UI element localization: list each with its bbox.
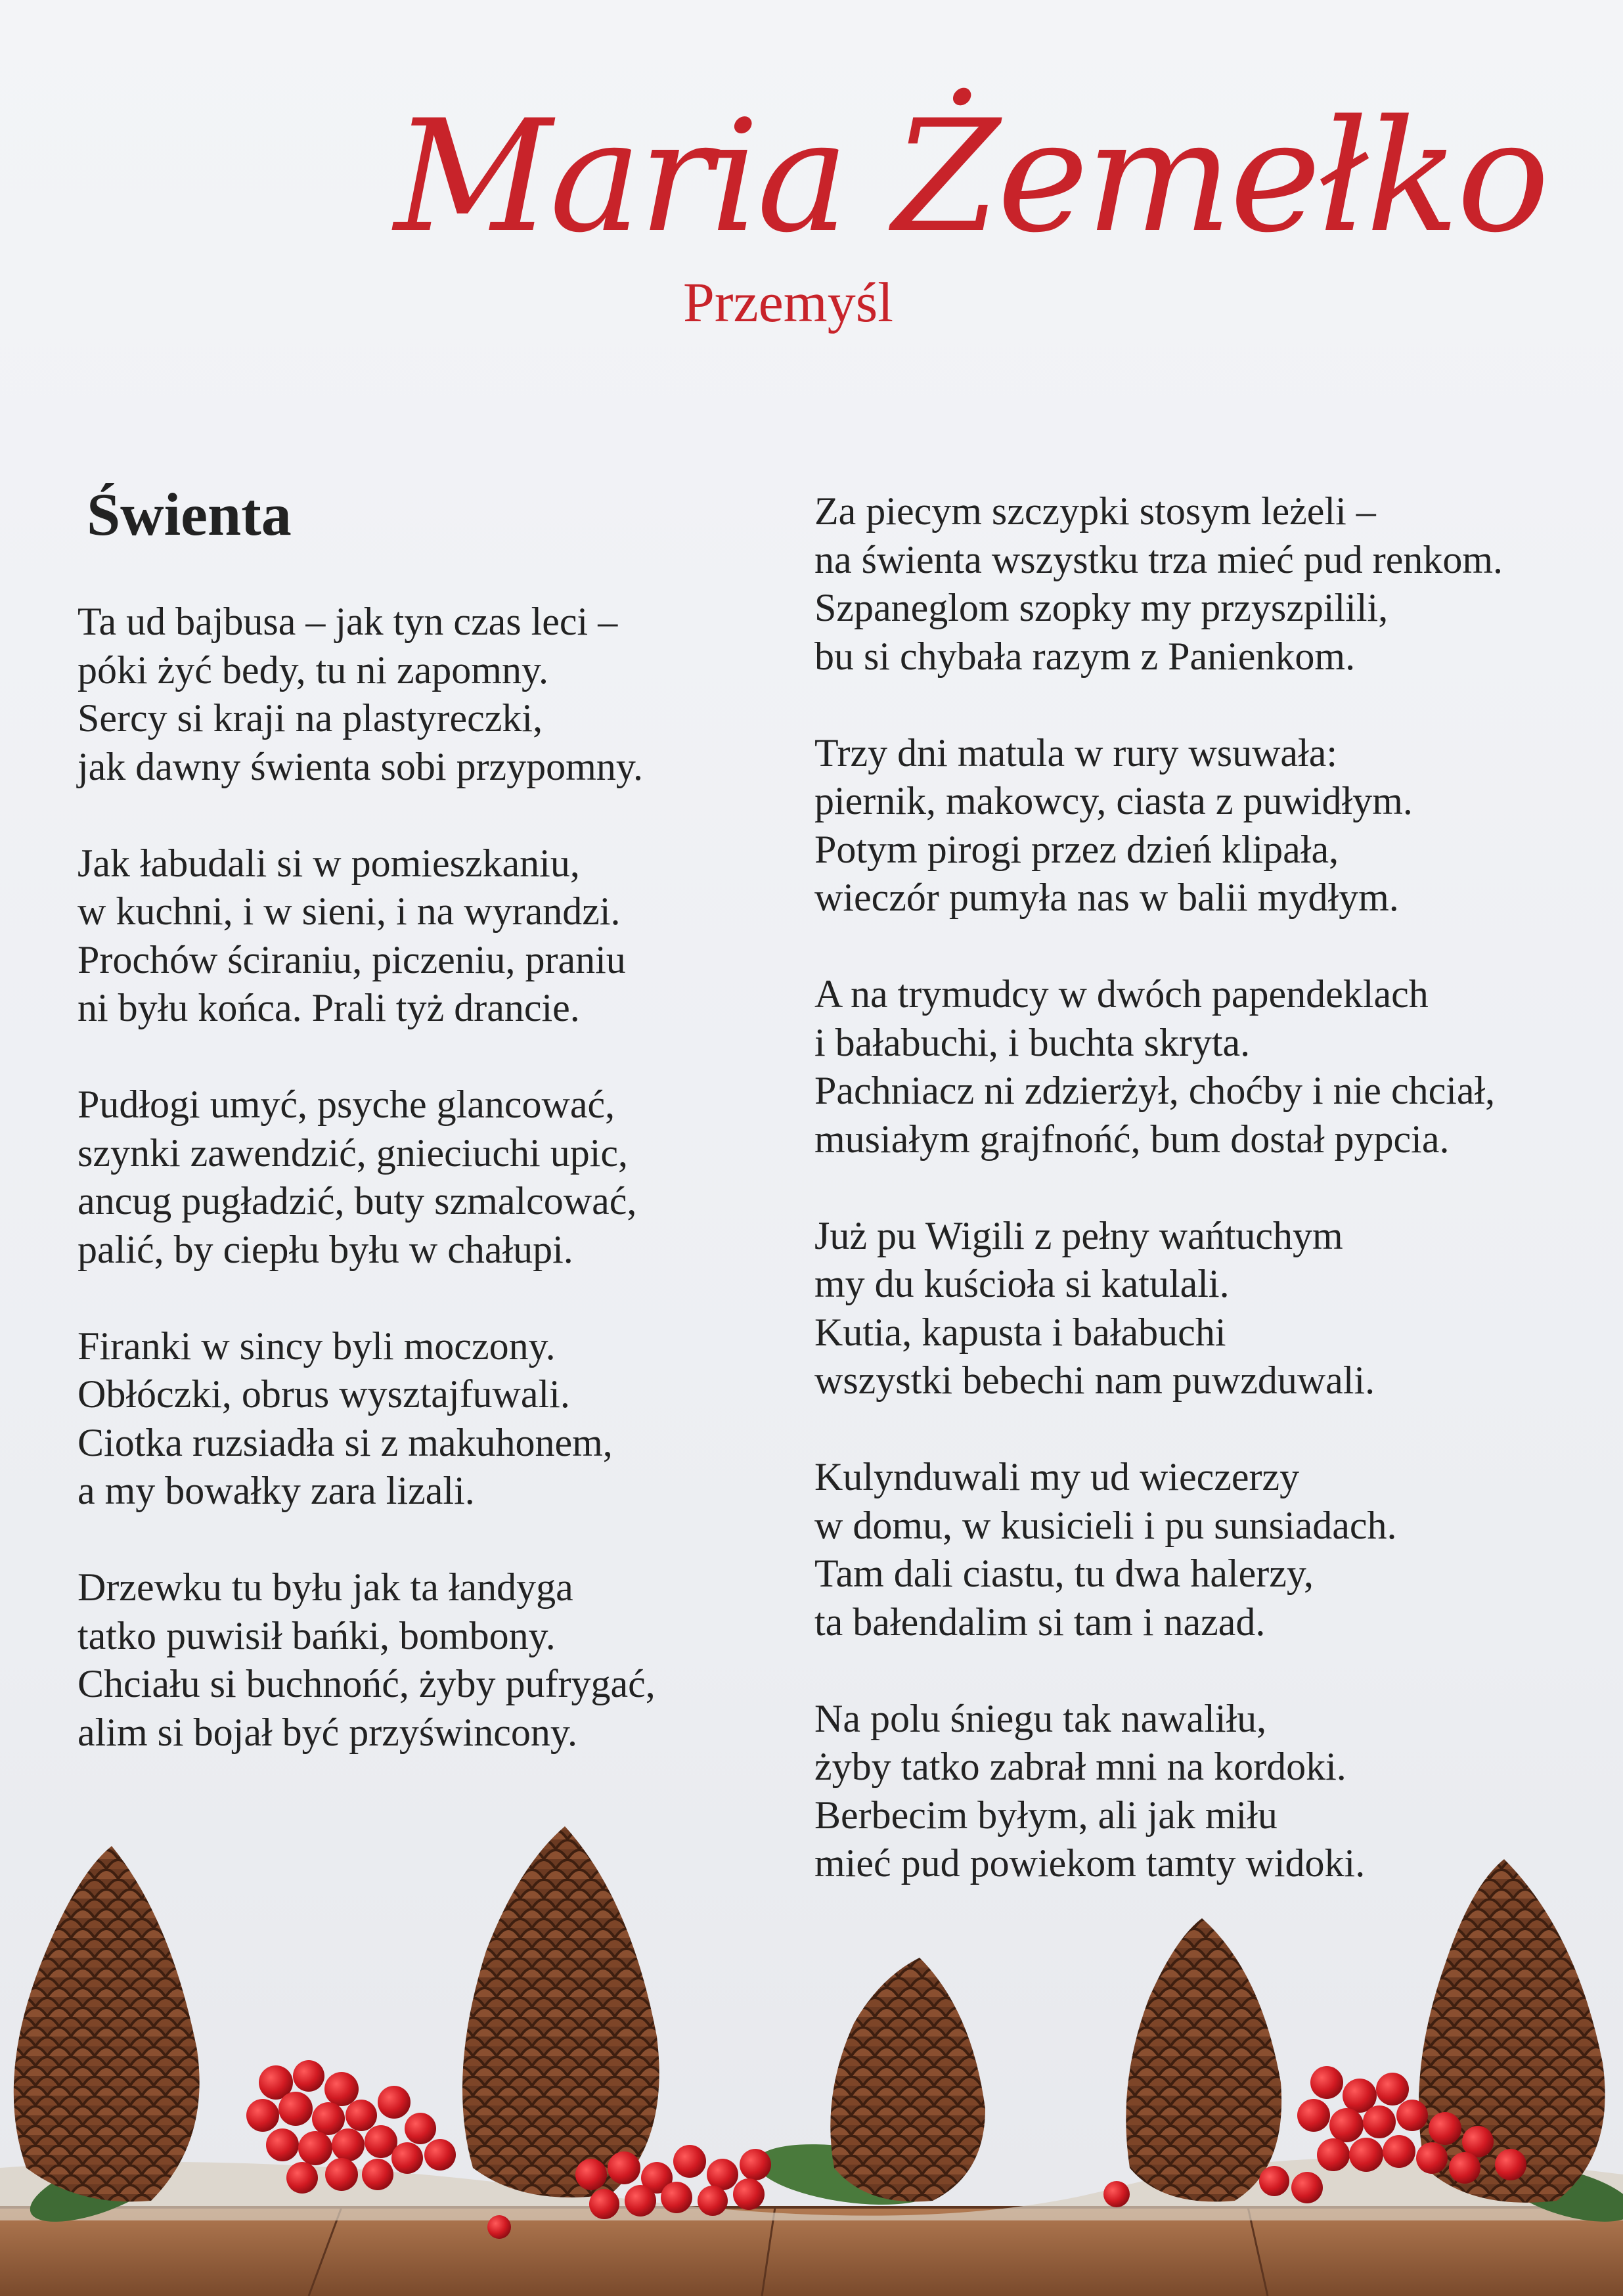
poem-line: póki żyć bedy, tu ni zapomny. [78,648,549,692]
poem-line: a my bowałky zara lizali. [78,1469,475,1512]
poem-line: Ciotka ruzsiadła si z makuhonem, [78,1420,613,1464]
poem-line: ta bałendalim si tam i nazad. [814,1600,1266,1644]
poem-line: Na polu śniegu tak nawaliłu, [814,1696,1267,1740]
poem-line: piernik, makowcy, ciasta z puwidłym. [814,779,1413,822]
poem-line: Obłóczki, obrus wysztajfuwali. [78,1372,570,1416]
poem-line: Za piecym szczypki stosym leżeli – [814,489,1376,533]
stanza [814,1453,1503,1646]
poem-column-left [78,598,656,1805]
poem-line: Ta ud bajbusa – jak tyn czas leci – [78,600,618,643]
stanza [78,1081,656,1274]
poem-line: jak dawny świenta sobi przypomny. [78,744,643,788]
poem-line: A na trymudcy w dwóch papendeklach [814,972,1429,1016]
poem-line: alim si bojał być przyświncony. [78,1710,577,1754]
poem-line: mieć pud powiekom tamty widoki. [814,1841,1366,1885]
author-name: Maria Żemełko [394,87,1547,267]
poem-line: i bałabuchi, i buchta skryta. [814,1020,1251,1064]
poem-title: Świenta [87,481,292,548]
poem-line: Berbecim byłym, ali jak miłu [814,1793,1278,1837]
poem-line: ni byłu końca. Prali tyż drancie. [78,986,580,1029]
christmas-decoration-image [0,1800,1623,2296]
poem-line: żyby tatko zabrał mni na kordoki. [814,1745,1346,1788]
poem-line: Drzewku tu byłu jak ta łandyga [78,1565,573,1609]
stanza [78,598,656,791]
poem-line: Chciału si buchnońć, żyby pufrygać, [78,1662,656,1705]
poem-line: Kulynduwali my ud wieczerzy [814,1455,1300,1498]
poem-line: Szpaneglom szopky my przyszpilili, [814,586,1389,629]
poem-line: Potym pirogi przez dzień klipała, [814,827,1339,871]
poem-line: Kutia, kapusta i bałabuchi [814,1310,1226,1354]
poem-line: Prochów ściraniu, piczeniu, praniu [78,937,626,981]
poem-line: bu si chybała razym z Panienkom. [814,634,1356,678]
poem-line: Już pu Wigili z pełny wańtuchym [814,1213,1343,1257]
stanza [78,1564,656,1757]
stanza [814,487,1503,681]
author-city: Przemyśl [683,271,894,334]
poem-line: ancug pugładzić, buty szmalcować, [78,1179,637,1223]
poem-line: Tam dali ciastu, tu dwa halerzy, [814,1552,1314,1595]
poem-line: palić, by ciepłu byłu w chałupi. [78,1227,573,1271]
stanza [814,729,1503,922]
poem-line: wieczór pumyła nas w balii mydłym. [814,876,1399,919]
poem-line: szynki zawendzić, gnieciuchi upic, [78,1131,629,1175]
poem-line: Pachniacz ni zdzierżył, choćby i nie chciał, [814,1069,1496,1112]
poem-line: Sercy si kraji na plastyreczki, [78,696,543,740]
poem-line: Pudłogi umyć, psyche glancować, [78,1083,615,1126]
poem-line: Trzy dni matula w rury wsuwała: [814,731,1337,775]
poem-line: my du kuścioła si katulali. [814,1262,1230,1305]
poem-line: w domu, w kusicieli i pu sunsiadach. [814,1503,1397,1547]
poem-line: na świenta wszystku trza mieć pud renkom. [814,537,1503,581]
poem-line: Firanki w sincy byli moczony. [78,1324,556,1368]
stanza [814,1212,1503,1405]
stanza [78,1322,656,1516]
poem-line: Jak łabudali si w pomieszkaniu, [78,841,580,885]
poem-line: musiałym grajfnońć, bum dostał pypcia. [814,1117,1450,1161]
stanza [814,970,1503,1163]
poem-line: w kuchni, i w sieni, i na wyrandzi. [78,889,621,933]
poem-column-right [814,487,1503,1936]
stanza [78,840,656,1033]
poem-line: tatko puwisił bańki, bombony. [78,1613,556,1657]
poem-line: wszystki bebechi nam puwzduwali. [814,1359,1375,1402]
